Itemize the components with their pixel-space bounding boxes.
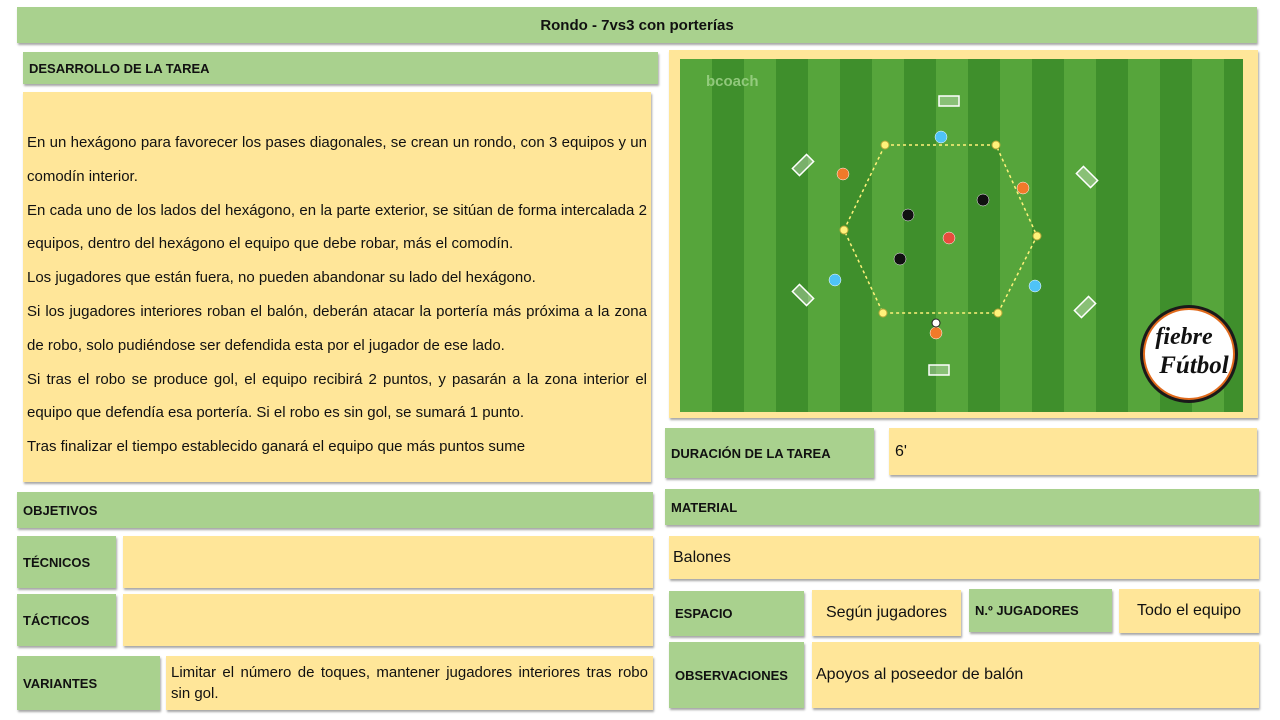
paragraph-2: En cada uno de los lados del hexágono, en la parte exterior, se sitúan de forma intercalada 2 equipos, dentro del hexágono el equipo que debe robar, más el comodín. — [27, 201, 647, 253]
paragraph-3: Los jugadores que están fuera, no pueden abandonar su lado del hexágono. — [27, 269, 536, 287]
espacio-label: ESPACIO — [669, 591, 804, 636]
tecnicos-value — [123, 536, 653, 588]
player-blue — [829, 274, 841, 286]
tecnicos-label: TÉCNICOS — [17, 536, 116, 588]
desarrollo-label: DESARROLLO DE LA TAREA — [23, 52, 658, 84]
paragraph-4: Si los jugadores interiores roban el balón, deberán atacar la portería más próxima a la zona de robo, solo pudiéndose ser defendida esta por el jugador de ese lado. — [27, 302, 647, 354]
observaciones-value: Apoyos al poseedor de balón — [812, 642, 1259, 708]
paragraph-1: En un hexágono para favorecer los pases diagonales, se crean un rondo, con 3 equipos y un comodín interior. — [27, 134, 647, 185]
duracion-value: 6' — [889, 428, 1257, 475]
material-value: Balones — [669, 536, 1259, 579]
cone — [840, 226, 848, 234]
logo-text-line2: Fútbol — [1159, 352, 1229, 379]
cone — [994, 309, 1002, 317]
goal — [929, 365, 949, 375]
player-black — [902, 209, 914, 221]
tacticos-label: TÁCTICOS — [17, 594, 116, 646]
pitch-diagram — [680, 59, 1243, 412]
jugadores-value: Todo el equipo — [1119, 589, 1259, 633]
player-blue — [1029, 280, 1041, 292]
logo-text-line1: fiebre — [1155, 324, 1213, 350]
player-orange — [1017, 182, 1029, 194]
cone — [1033, 232, 1041, 240]
espacio-value: Según jugadores — [812, 590, 961, 636]
cone — [992, 141, 1000, 149]
goal — [939, 96, 959, 106]
player-black — [894, 253, 906, 265]
watermark-text: bcoach — [706, 73, 759, 90]
player-black — [977, 194, 989, 206]
player-red — [943, 232, 955, 244]
player-orange — [930, 327, 942, 339]
desarrollo-text — [23, 92, 651, 482]
fiebre-futbol-logo — [1140, 305, 1238, 403]
jugadores-label: N.º JUGADORES — [969, 589, 1112, 632]
paragraph-5: Si tras el robo se produce gol, el equipo recibirá 2 puntos, y pasarán a la zona interior el equipo que defendía esa portería. Si el robo es sin gol, se sumará 1 punto. — [27, 370, 647, 422]
paragraph-6: Tras finalizar el tiempo establecido ganará el equipo que más puntos sume — [27, 438, 526, 456]
tacticos-value — [123, 594, 653, 646]
diagram-frame — [669, 50, 1258, 418]
material-label: MATERIAL — [665, 489, 1259, 525]
variantes-label: VARIANTES — [17, 656, 160, 710]
variantes-value: Limitar el número de toques, mantener jugadores interiores tras robo sin gol. — [166, 656, 653, 710]
duracion-label: DURACIÓN DE LA TAREA — [665, 428, 874, 478]
cone — [881, 141, 889, 149]
cone — [879, 309, 887, 317]
objetivos-label: OBJETIVOS — [17, 492, 653, 528]
player-blue — [935, 131, 947, 143]
ball — [932, 319, 940, 327]
observaciones-label: OBSERVACIONES — [669, 642, 804, 708]
page-title: Rondo - 7vs3 con porterías — [17, 7, 1257, 43]
player-orange — [837, 168, 849, 180]
